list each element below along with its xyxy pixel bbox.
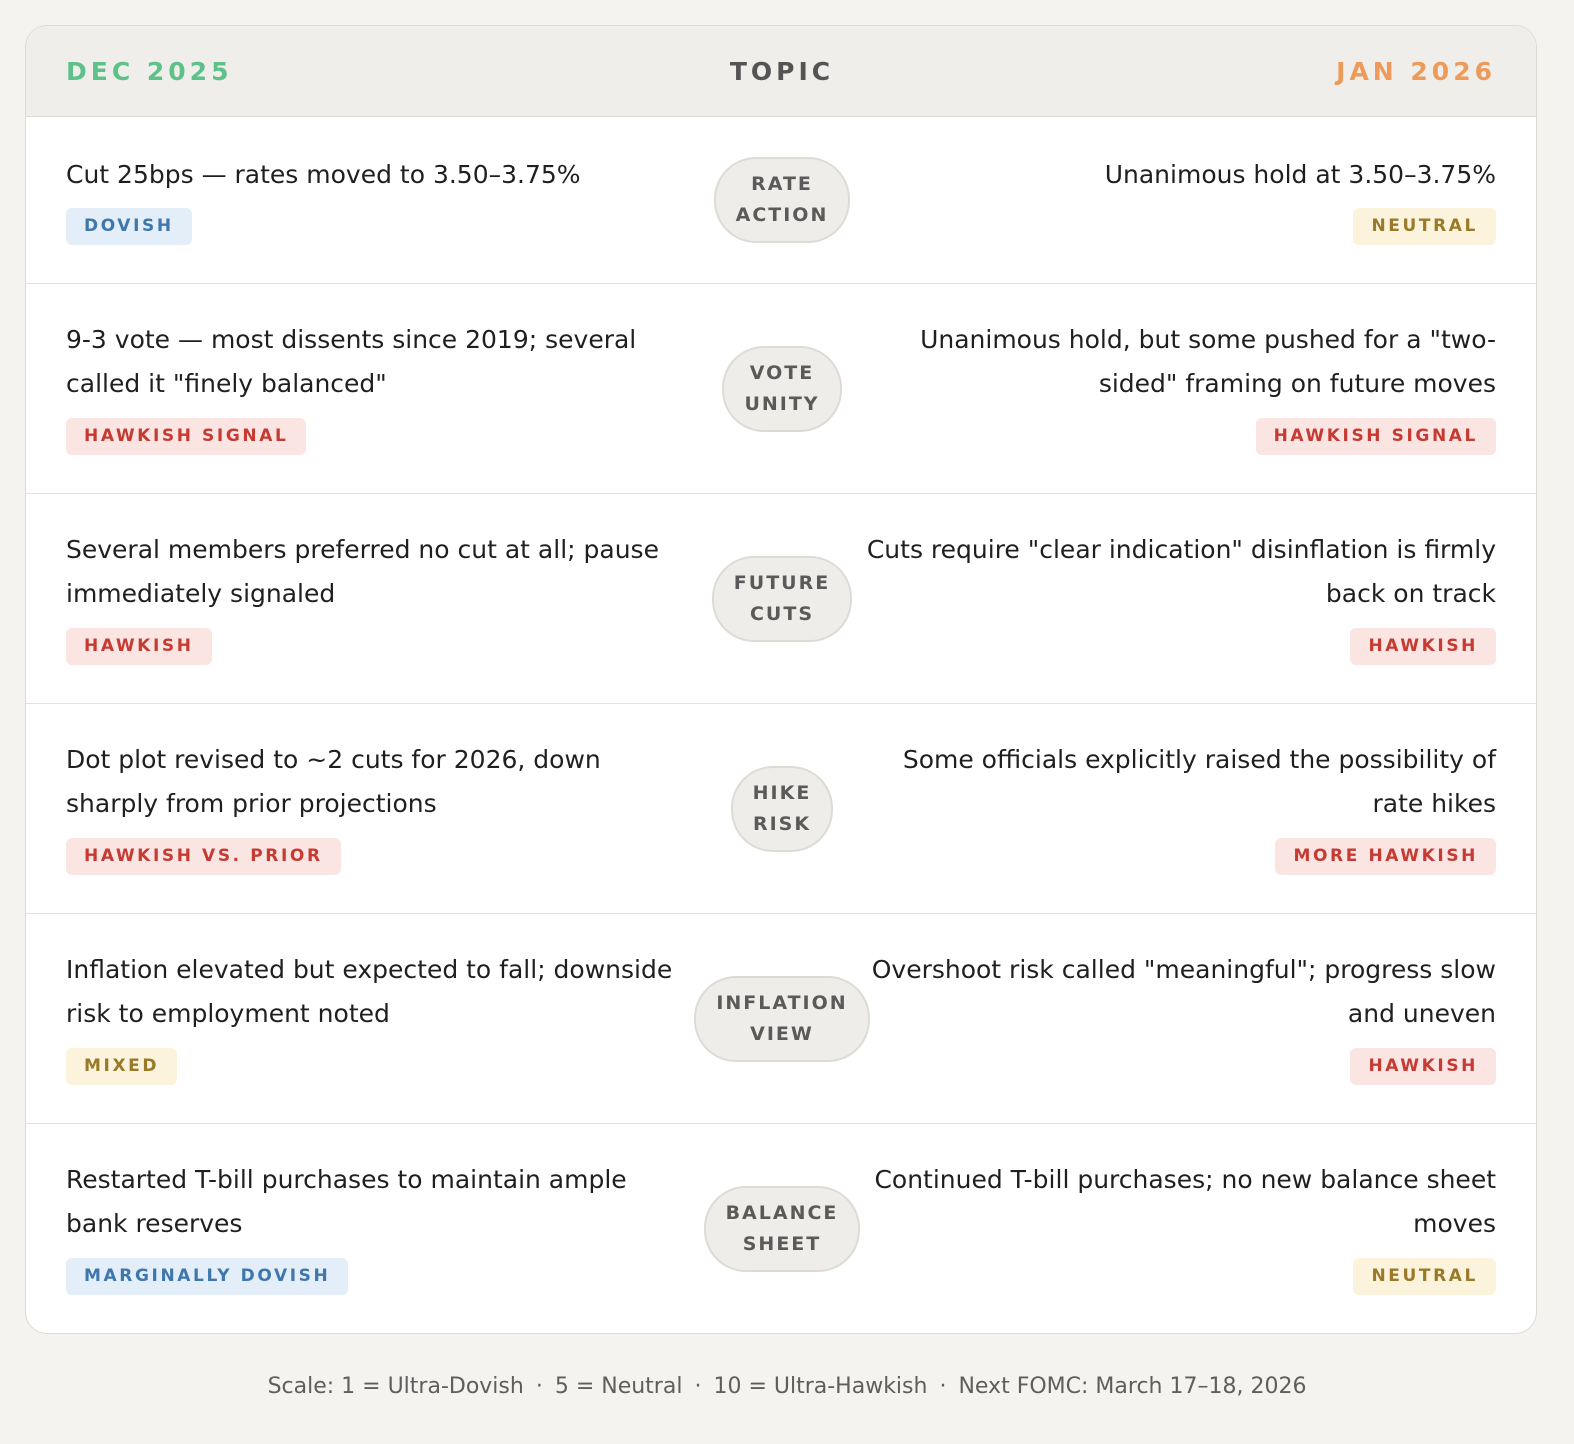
table-row: [26, 494, 1536, 704]
scale-footer: [0, 1374, 1574, 1399]
dec-sentiment-badge: DOVISH: [66, 208, 192, 245]
column-header-topic: TOPIC: [729, 57, 835, 86]
column-header-jan-2026: JAN 2026: [1336, 57, 1496, 86]
dec-sentiment-badge: MARGINALLY DOVISH: [66, 1258, 348, 1295]
topic-pill: [722, 346, 841, 432]
jan-cell: [856, 528, 1496, 665]
dec-cell: [66, 528, 686, 665]
topic-pill-line: UNITY: [744, 392, 820, 415]
jan-text: Unanimous hold, but some pushed for a "two-sided" framing on future moves: [920, 325, 1496, 398]
jan-sentiment-badge: HAWKISH: [1350, 1048, 1496, 1085]
jan-sentiment-badge: NEUTRAL: [1353, 208, 1496, 245]
next-fomc-date: Next FOMC: March 17–18, 2026: [958, 1374, 1307, 1399]
topic-pill: [731, 766, 834, 852]
separator-dot: ·: [939, 1374, 947, 1399]
table-row: [26, 914, 1536, 1124]
dec-text: 9-3 vote — most dissents since 2019; several called it "finely balanced": [66, 325, 637, 398]
table-row: [26, 704, 1536, 914]
topic-pill-line: INFLATION: [716, 991, 848, 1014]
jan-text: Overshoot risk called "meaningful"; progress slow and uneven: [871, 955, 1496, 1028]
topic-pill-line: FUTURE: [733, 571, 831, 594]
jan-text: Some officials explicitly raised the possibility of rate hikes: [902, 745, 1496, 818]
dec-cell: [66, 153, 686, 245]
table-row: [26, 284, 1536, 494]
dec-sentiment-badge: MIXED: [66, 1048, 177, 1085]
jan-sentiment-badge: MORE HAWKISH: [1275, 838, 1496, 875]
dec-text: Inflation elevated but expected to fall; downside risk to employment noted: [66, 955, 673, 1028]
dec-cell: [66, 738, 686, 875]
topic-pill-line: BALANCE: [725, 1202, 839, 1224]
jan-sentiment-badge: NEUTRAL: [1353, 1258, 1496, 1295]
topic-pill: [694, 976, 869, 1062]
topic-pill-line: VIEW: [750, 1022, 814, 1045]
jan-cell: [856, 153, 1496, 245]
table-header: [26, 26, 1536, 117]
jan-cell: [856, 948, 1496, 1085]
topic-pill-line: CUTS: [749, 602, 815, 625]
dec-sentiment-badge: HAWKISH: [66, 628, 212, 665]
comparison-rows: [26, 117, 1536, 1334]
scale-neutral: 5 = Neutral: [554, 1374, 683, 1399]
dec-cell: [66, 1158, 686, 1295]
table-row: [26, 1124, 1536, 1334]
dec-cell: [66, 948, 686, 1085]
jan-cell: [856, 738, 1496, 875]
jan-cell: [856, 1158, 1496, 1295]
topic-pill-line: RISK: [752, 812, 812, 835]
table-row: [26, 117, 1536, 284]
topic-pill: [712, 556, 852, 642]
dec-text: Cut 25bps — rates moved to 3.50–3.75%: [66, 160, 581, 189]
separator-dot: ·: [535, 1374, 543, 1399]
dec-text: Dot plot revised to ~2 cuts for 2026, down sharply from prior projections: [66, 745, 601, 818]
topic-pill-line: ACTION: [735, 204, 829, 226]
topic-pill-line: HIKE: [752, 781, 812, 804]
dec-text: Several members preferred no cut at all; pause immediately signaled: [66, 535, 659, 608]
column-header-dec-2025: DEC 2025: [66, 57, 233, 86]
jan-text: Continued T-bill purchases; no new balance sheet moves: [874, 1165, 1496, 1238]
separator-dot: ·: [694, 1374, 702, 1399]
jan-cell: [856, 318, 1496, 455]
jan-text: Unanimous hold at 3.50–3.75%: [1104, 160, 1496, 189]
dec-sentiment-badge: HAWKISH SIGNAL: [66, 418, 306, 455]
scale-ultra-dovish: Scale: 1 = Ultra-Dovish: [267, 1374, 524, 1399]
dec-cell: [66, 318, 686, 455]
topic-pill: [704, 1186, 861, 1272]
jan-sentiment-badge: HAWKISH SIGNAL: [1256, 418, 1496, 455]
jan-text: Cuts require "clear indication" disinflation is firmly back on track: [866, 535, 1496, 608]
scale-ultra-hawkish: 10 = Ultra-Hawkish: [713, 1374, 928, 1399]
dec-text: Restarted T-bill purchases to maintain ample bank reserves: [66, 1165, 627, 1238]
dec-sentiment-badge: HAWKISH VS. PRIOR: [66, 838, 341, 875]
topic-pill: [714, 157, 851, 243]
comparison-card: [25, 25, 1537, 1334]
jan-sentiment-badge: HAWKISH: [1350, 628, 1496, 665]
topic-pill-line: VOTE: [749, 361, 815, 384]
topic-pill-line: RATE: [751, 173, 813, 195]
topic-pill-line: SHEET: [742, 1233, 822, 1255]
